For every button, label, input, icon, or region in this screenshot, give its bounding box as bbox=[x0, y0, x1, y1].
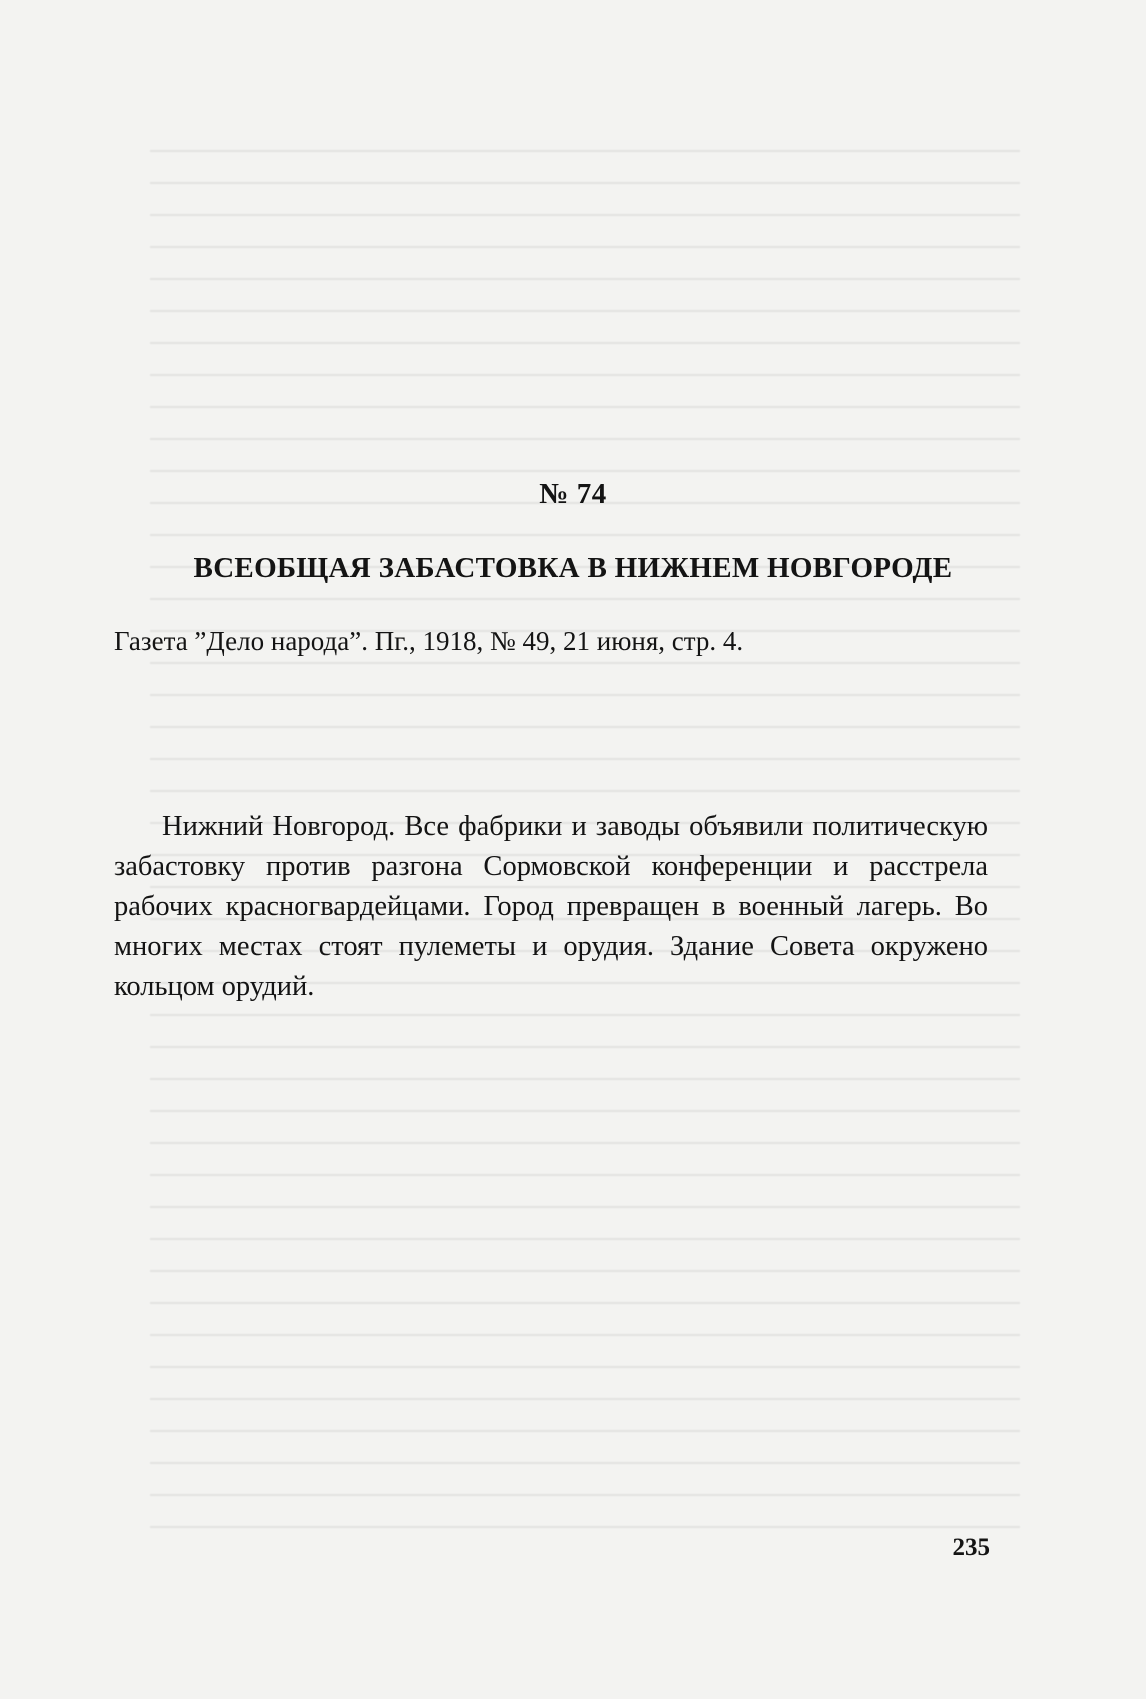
body-paragraph: Нижний Новгород. Все фабрики и заводы объявили политическую забастовку против разгона Сормовской конференции и расстрела рабочих красногвардейцами. Город превращен в военный лагерь. Во многих местах стоят пулеметы и орудия. Здание Совета окружено кольцом орудий. bbox=[114, 811, 988, 1002]
page-number: 235 bbox=[952, 1534, 990, 1561]
document-title: ВСЕОБЩАЯ ЗАБАСТОВКА В НИЖНЕМ НОВГОРОДЕ bbox=[193, 552, 953, 584]
document-number: № 74 bbox=[539, 478, 607, 510]
source-citation: Газета ”Дело народа”. Пг., 1918, № 49, 21 июня, стр. 4. bbox=[114, 626, 744, 656]
